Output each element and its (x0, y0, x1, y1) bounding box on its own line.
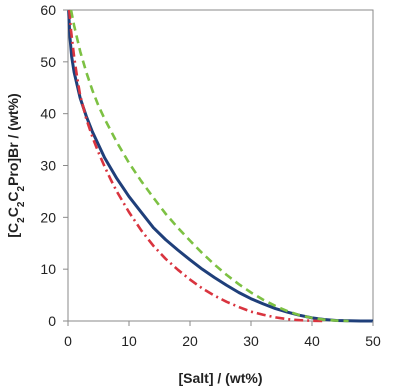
y-axis-title-part: C (5, 207, 21, 218)
y-tick-label: 50 (40, 53, 56, 70)
x-tick-label: 20 (182, 333, 198, 349)
y-tick-label: 0 (48, 313, 56, 329)
y-axis-title-subscript: 2 (15, 217, 27, 223)
y-axis-title-part: C (5, 191, 21, 202)
x-tick-label: 50 (365, 333, 381, 349)
x-tick-label: 0 (64, 333, 72, 349)
plot-area (68, 10, 373, 321)
y-axis-title-part: [C (5, 222, 21, 238)
y-tick-label: 20 (40, 209, 56, 226)
x-axis-title: [Salt] / (wt%) (178, 370, 263, 386)
y-axis-title-subscript: 2 (15, 201, 27, 208)
y-axis-title-subscript: 2 (15, 185, 27, 192)
y-tick-label: 40 (40, 105, 56, 122)
y-tick-label: 30 (40, 157, 56, 174)
x-tick-label: 10 (121, 333, 137, 349)
x-tick-label: 30 (243, 333, 259, 349)
plot-frame (68, 10, 373, 321)
y-axis-title (5, 93, 27, 237)
y-tick-label: 10 (40, 261, 56, 278)
y-tick-label: 60 (40, 2, 56, 18)
x-tick-label: 40 (304, 333, 320, 349)
y-axis-title-part: Pro]Br / (wt%) (5, 93, 21, 186)
